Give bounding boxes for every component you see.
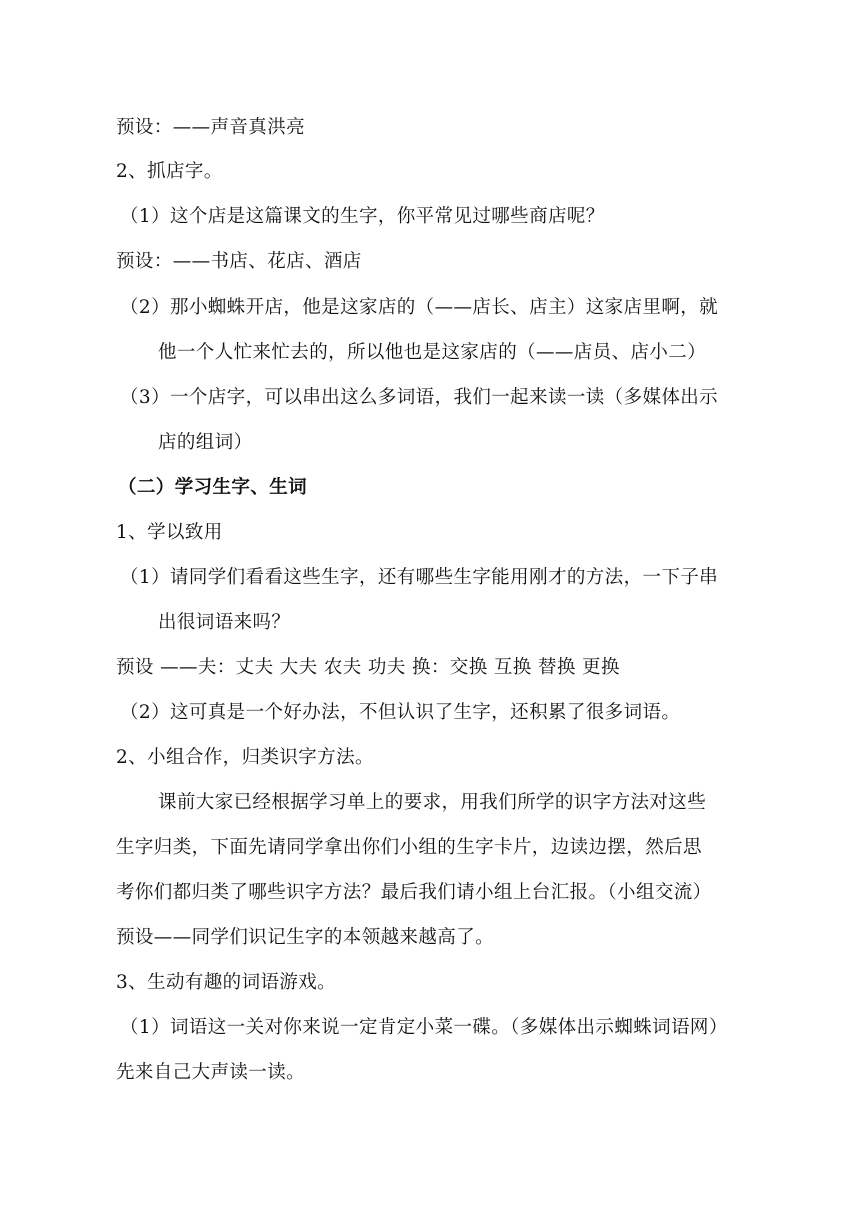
text-line: 先来自己大声读一读。	[116, 1062, 306, 1083]
text-line: （3）一个店字，可以串出这么多词语，我们一起来读一读（多媒体出示	[120, 387, 719, 408]
text-line: 店的组词）	[158, 432, 253, 453]
text-line: （1）词语这一关对你来说一定肯定小菜一碟。（多媒体出示蜘蛛词语网）	[120, 1017, 728, 1038]
text-line: 2、小组合作，归类识字方法。	[116, 747, 374, 768]
text-line: （1）这个店是这篇课文的生字，你平常见过哪些商店呢？	[120, 206, 605, 227]
text-line: 出很词语来吗？	[158, 612, 291, 633]
text-line: 2、抓店字。	[116, 161, 223, 182]
text-line: 3、生动有趣的词语游戏。	[116, 972, 337, 993]
text-line: （2）这可真是一个好办法，不但认识了生字，还积累了很多词语。	[120, 702, 681, 723]
text-line: 1、学以致用	[116, 522, 223, 543]
section-heading: （二）学习生字、生词	[118, 477, 308, 498]
text-line: 考你们都归类了哪些识字方法？最后我们请小组上台汇报。（小组交流）	[116, 882, 712, 903]
text-line: 他一个人忙来忙去的，所以他也是这家店的（——店员、店小二）	[158, 342, 707, 363]
text-line: （1）请同学们看看这些生字，还有哪些生字能用刚才的方法，一下子串	[120, 567, 719, 588]
text-line: 课前大家已经根据学习单上的要求，用我们所学的识字方法对这些	[158, 792, 707, 813]
text-line: 生字归类，下面先请同学拿出你们小组的生字卡片，边读边摆，然后思	[116, 837, 702, 858]
text-line: 预设：——书店、花店、酒店	[116, 251, 362, 272]
text-line: （2）那小蜘蛛开店，他是这家店的（——店长、店主）这家店里啊，就	[120, 297, 719, 318]
text-line: 预设 ——夫：丈夫 大夫 农夫 功夫 换：交换 互换 替换 更换	[116, 657, 620, 678]
text-line: 预设：——声音真洪亮	[116, 117, 306, 138]
text-line: 预设——同学们识记生字的本领越来越高了。	[116, 927, 495, 948]
